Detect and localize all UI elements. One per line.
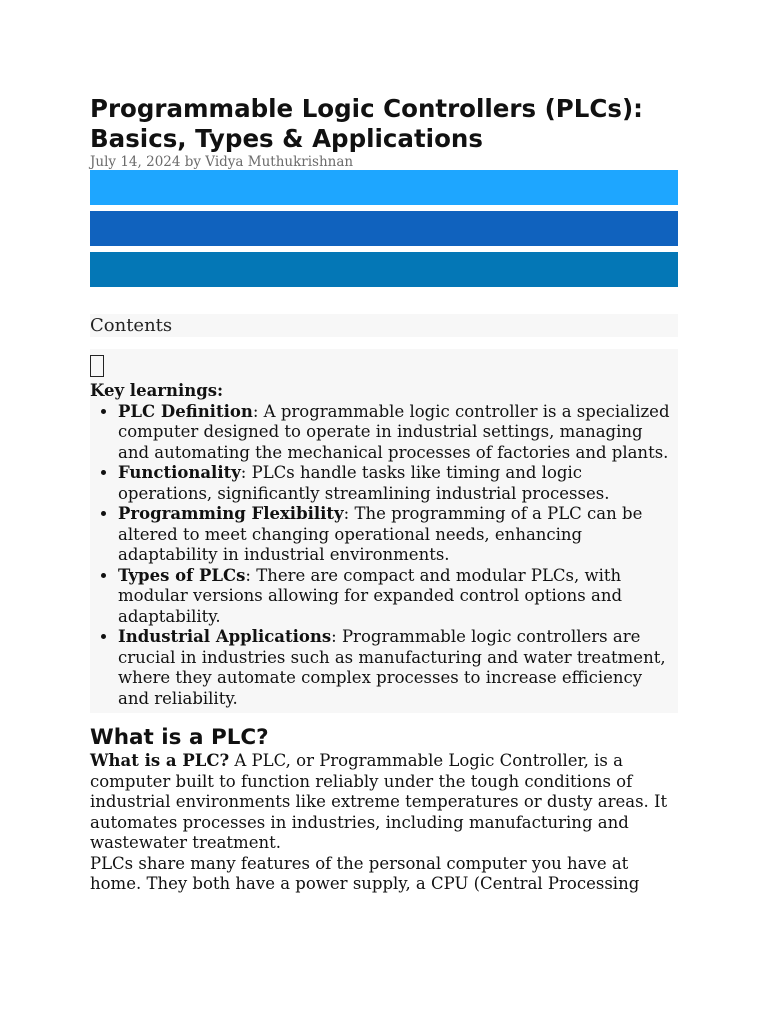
section-heading: What is a PLC? [90, 725, 269, 750]
share-bar-1[interactable] [90, 170, 678, 205]
list-item [118, 463, 672, 504]
article-title [90, 94, 678, 154]
list-item-text: : There are compact and modular PLCs, with modular versions allowing for expanded control options and adaptability. [118, 565, 623, 626]
article [90, 94, 678, 895]
key-learnings-box [90, 349, 678, 713]
toc-title[interactable]: Contents [90, 314, 678, 337]
paragraph-text: A PLC, or Programmable Logic Controller, is a computer built to function reliably under the tough conditions of industrial environments like extreme temperatures or dusty areas. It automates processes in industries, including manufacturing and wastewater treatment. [90, 751, 668, 852]
list-item-text: : A programmable logic controller is a specialized computer designed to operate in industrial settings, managing and automating the mechanical processes of factories and plants. [118, 401, 670, 462]
section-paragraph-1 [90, 751, 678, 854]
list-item-text: : The programming of a PLC can be altered to meet changing operational needs, enhancing adaptability in industrial environments. [118, 504, 643, 564]
list-item-term: Programming Flexibility [118, 504, 344, 523]
list-item [118, 627, 672, 709]
key-learnings-list [90, 402, 672, 710]
article-title-line2: Basics, Types & Applications [90, 124, 483, 153]
list-item-term: Functionality [118, 463, 241, 482]
article-title-line1: Programmable Logic Controllers (PLCs): [90, 94, 643, 123]
list-item [118, 402, 672, 464]
share-bar-2[interactable] [90, 211, 678, 246]
list-item-term: Types of PLCs [118, 565, 246, 585]
article-byline: July 14, 2024 by Vidya Muthukrishnan [90, 154, 354, 170]
list-item [118, 504, 672, 566]
list-item [118, 566, 672, 628]
paragraph-lead: What is a PLC? [90, 751, 230, 770]
key-learnings-heading: Key learnings: [90, 381, 224, 400]
list-item-text: : PLCs handle tasks like timing and logic operations, significantly streamlining industrial processes. [118, 463, 610, 503]
share-bar-3[interactable] [90, 252, 678, 287]
list-item-term: PLC Definition [118, 401, 253, 421]
image-placeholder-icon [90, 355, 104, 377]
list-item-text: : Programmable logic controllers are crucial in industries such as manufacturing and water treatment, where they automate complex processes to increase efficiency and reliability. [118, 627, 666, 708]
list-item-term: Industrial Applications [118, 627, 332, 646]
section-paragraph-2: PLCs share many features of the personal computer you have at home. They both have a power supply, a CPU (Central Processing [90, 853, 640, 893]
